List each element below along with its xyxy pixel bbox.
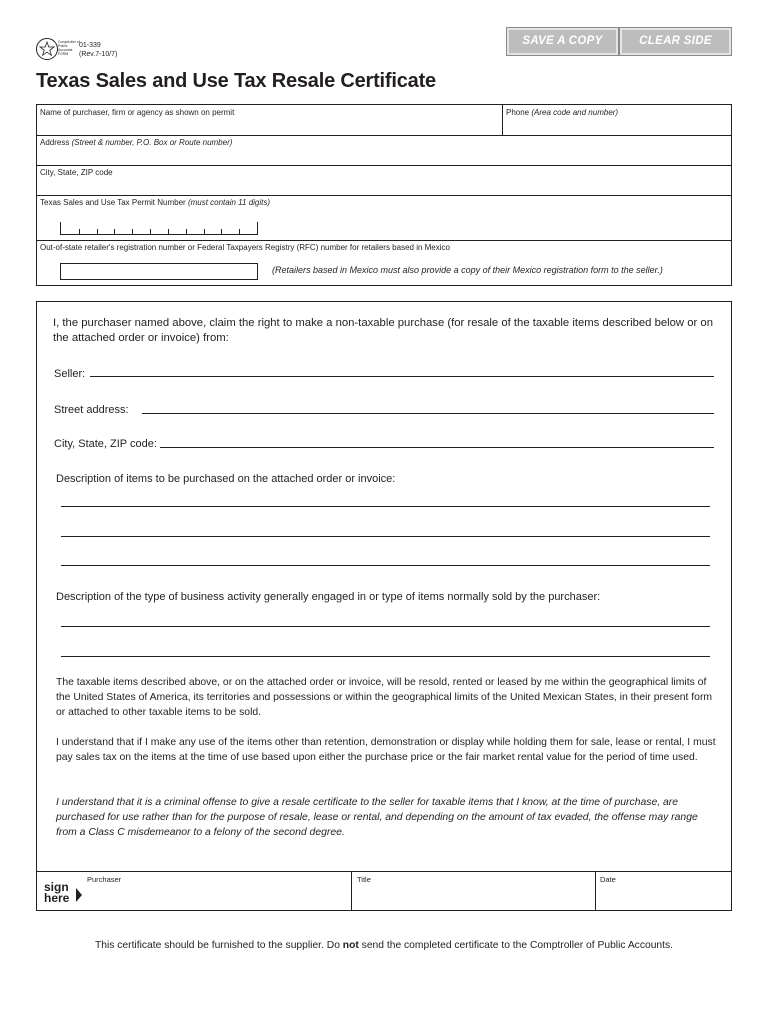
- items-description-line[interactable]: [61, 506, 710, 507]
- divider: [36, 240, 732, 241]
- claim-intro: I, the purchaser named above, claim the right to make a non-taxable purchase (for resale of the taxable items described below or on the attached order or invoice) from:: [53, 317, 713, 344]
- use-tax-statement: I understand that if I make any use of the items other than retention, demonstration or display while holding them for sale, lease or rental, I must pay sales tax on the items at the time of use based upon either the purchase price or the fair market rental value for the period of time used.: [56, 737, 716, 763]
- seller-label: Seller:: [54, 368, 86, 380]
- divider: [595, 871, 596, 911]
- permit-digit-separator: [79, 229, 80, 234]
- permit-digit-separator: [132, 229, 133, 234]
- permit-digit-separator: [114, 229, 115, 234]
- agency-text: Comptroller of Public Accounts FORM: [58, 40, 80, 56]
- street-address-input-line[interactable]: [142, 413, 714, 414]
- seller-input-line[interactable]: [90, 376, 714, 377]
- seller-city-label: City, State, ZIP code:: [54, 438, 157, 450]
- title-field[interactable]: [357, 875, 371, 884]
- title-label: Title: [357, 875, 371, 884]
- divider: [502, 104, 503, 135]
- business-description-label: Description of the type of business activity generally engaged in or type of items normally sold by the purchaser:: [56, 591, 601, 603]
- divider: [36, 135, 732, 136]
- address-label: Address: [40, 138, 70, 147]
- permit-number-label: Texas Sales and Use Tax Permit Number: [40, 198, 186, 207]
- sign-arrow-icon: [76, 888, 82, 907]
- purchaser-label: Purchaser: [87, 875, 122, 884]
- phone-field[interactable]: [506, 108, 618, 118]
- save-copy-button[interactable]: SAVE A COPY: [507, 28, 618, 55]
- divider: [36, 195, 732, 196]
- mexico-note: (Retailers based in Mexico must also provide a copy of their Mexico registration form to the seller.): [272, 265, 663, 275]
- out-of-state-label: Out-of-state retailer's registration number or Federal Taxpayers Registry (RFC) number for retailers based in Mexico: [40, 243, 450, 252]
- city-state-zip-label: City, State, ZIP code: [40, 168, 113, 177]
- form-revision: (Rev.7-10/7): [79, 51, 118, 58]
- comptroller-seal-icon: [36, 38, 58, 60]
- permit-digit-separator: [221, 229, 222, 234]
- page-title: Texas Sales and Use Tax Resale Certificate: [36, 70, 436, 92]
- items-description-line[interactable]: [61, 536, 710, 537]
- permit-digit-separator: [239, 229, 240, 234]
- business-description-line[interactable]: [61, 626, 710, 627]
- criminal-offense-statement: I understand that it is a criminal offense to give a resale certificate to the seller for taxable items that I know, at the time of purchase, are purchased for use rather than for the purpose of resale, lease or rental, and depending on the amount of tax evaded, the offense may range from a Class C misdemeanor to a felony of the second degree.: [56, 797, 698, 838]
- divider: [351, 871, 352, 911]
- permit-digit-separator: [186, 229, 187, 234]
- form-number: 01-339: [79, 42, 101, 49]
- seller-city-input-line[interactable]: [160, 447, 714, 448]
- address-field[interactable]: [40, 138, 232, 148]
- purchaser-signature-field[interactable]: [87, 875, 121, 884]
- phone-label: Phone: [506, 108, 530, 117]
- business-description-line[interactable]: [61, 656, 710, 657]
- permit-number-label-row: [40, 198, 270, 208]
- footer-note: [0, 940, 768, 951]
- footer-text-start: This certificate should be furnished to the supplier. Do: [94, 940, 343, 951]
- clear-side-button[interactable]: CLEAR SIDE: [620, 28, 731, 55]
- divider: [36, 871, 732, 872]
- out-of-state-number-input[interactable]: [60, 263, 258, 280]
- form-number-block: [79, 41, 117, 59]
- sign-here-label: [44, 882, 69, 904]
- footer-text-end: send the completed certificate to the Comptroller of Public Accounts.: [358, 940, 674, 951]
- items-description-line[interactable]: [61, 565, 710, 566]
- phone-hint: (Area code and number): [531, 108, 619, 117]
- date-field[interactable]: [600, 875, 616, 884]
- resold-statement: The taxable items described above, or on the attached order or invoice, will be resold, rented or leased by me within the geographical limits of the United States of America, its territories and possessions or within the geographical limits of the United Mexican States, in their present form or attached to other taxable items to be sold.: [56, 677, 713, 718]
- address-hint: (Street & number, P.O. Box or Route number): [71, 138, 233, 147]
- here-text: here: [44, 891, 70, 905]
- purchaser-name-label: Name of purchaser, firm or agency as shown on permit: [40, 108, 235, 117]
- sign-text: sign: [44, 880, 69, 894]
- permit-digit-separator: [97, 229, 98, 234]
- street-address-label: Street address:: [54, 404, 129, 416]
- city-state-zip-field[interactable]: [40, 168, 113, 178]
- date-label: Date: [600, 875, 616, 884]
- items-description-label: Description of items to be purchased on the attached order or invoice:: [56, 473, 396, 485]
- divider: [36, 165, 732, 166]
- purchaser-name-field[interactable]: [40, 108, 234, 118]
- permit-digit-separator: [168, 229, 169, 234]
- permit-number-hint: (must contain 11 digits): [187, 198, 271, 207]
- permit-digit-separator: [150, 229, 151, 234]
- footer-text-bold: not: [342, 940, 359, 951]
- permit-digit-separator: [204, 229, 205, 234]
- permit-number-input[interactable]: [60, 222, 258, 235]
